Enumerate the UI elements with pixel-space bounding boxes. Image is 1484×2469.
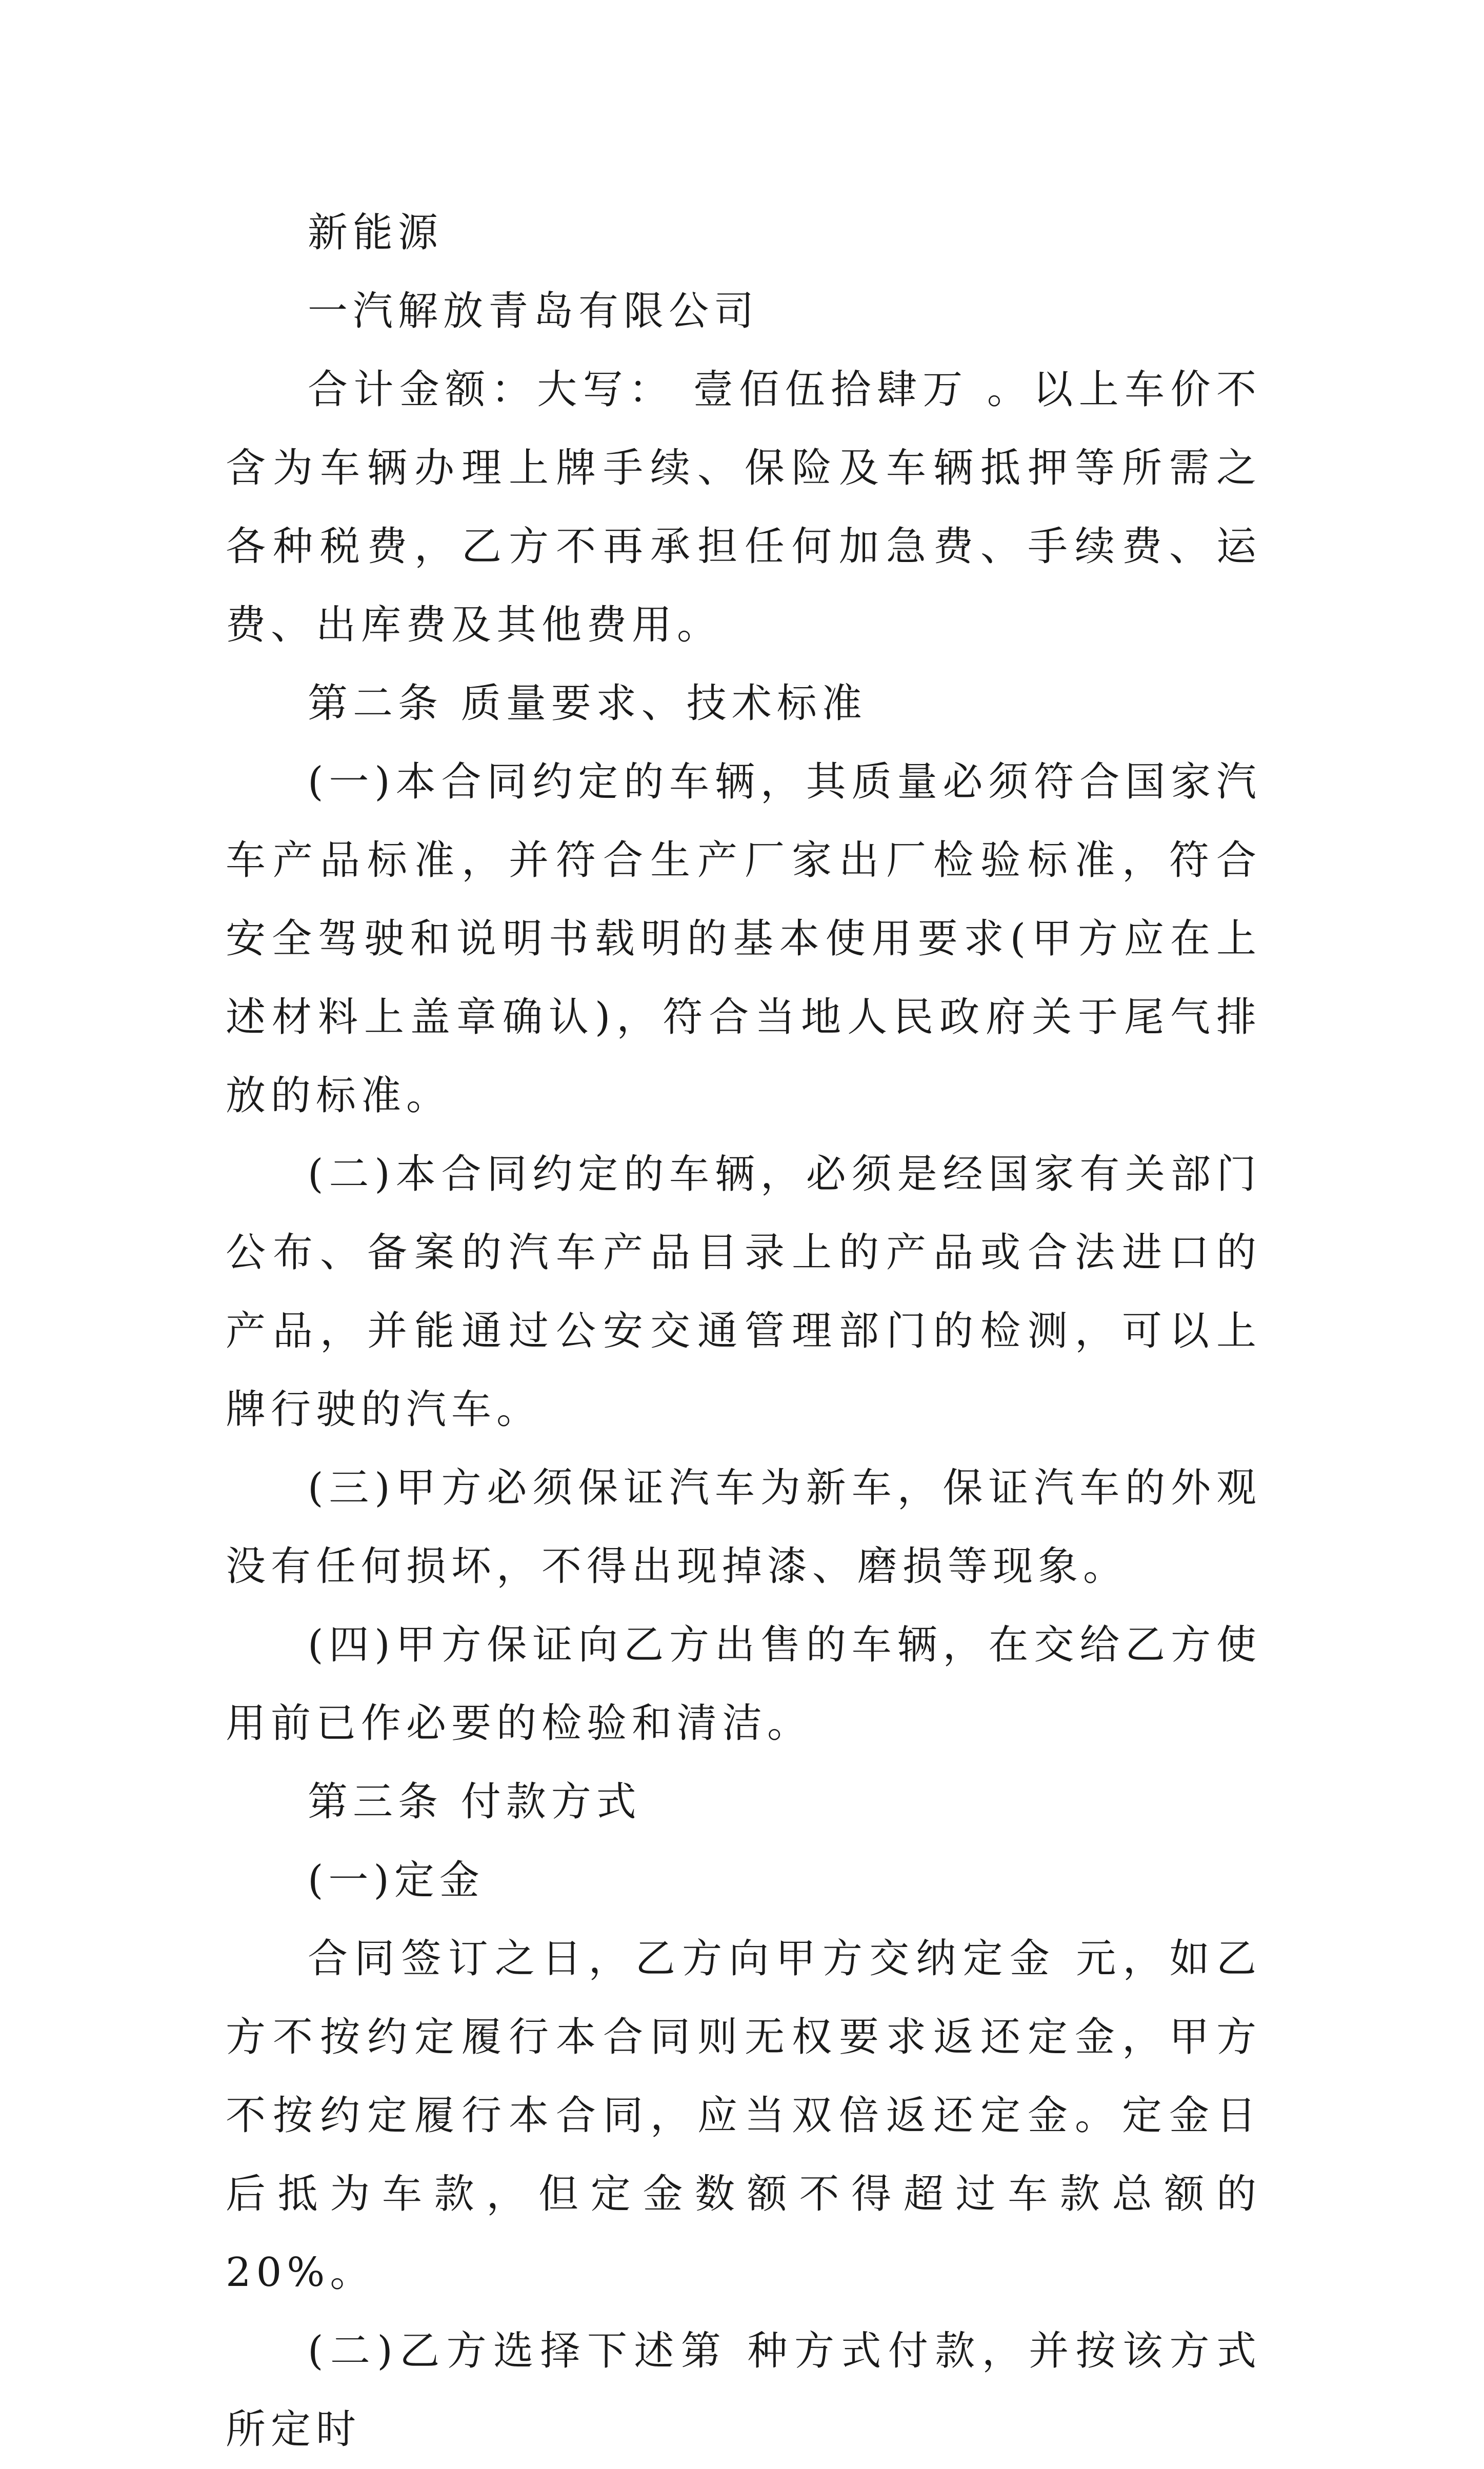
heading-article-3: 第三条 付款方式 xyxy=(308,1779,641,1825)
paragraph-new-energy: 新能源 xyxy=(308,210,444,256)
document-body xyxy=(226,194,1261,2469)
paragraph-deposit-terms: 合同签订之日，乙方向甲方交纳定金 元，如乙方不按约定履行本合同则无权要求返还定金，甲方不按约定履行本合同，应当双倍返还定金。定金日后抵为车款，但定金数额不得超过车款总额的20%。 xyxy=(226,1936,1261,2296)
paragraph-company-name: 一汽解放青岛有限公司 xyxy=(308,288,759,334)
paragraph-deposit-title: (一)定金 xyxy=(308,1857,485,1903)
paragraph-quality-1: (一)本合同约定的车辆，其质量必须符合国家汽车产品标准，并符合生产厂家出厂检验标准，符合安全驾驶和说明书载明的基本使用要求(甲方应在上述材料上盖章确认)，符合当地人民政府关于尾气排放的标准。 xyxy=(226,759,1261,1119)
paragraph-total-amount: 合计金额：大写： 壹佰伍拾肆万 。以上车价不含为车辆办理上牌手续、保险及车辆抵押等所需之各种税费，乙方不再承担任何加急费、手续费、运费、出库费及其他费用。 xyxy=(226,367,1261,648)
paragraph-quality-2: (二)本合同约定的车辆，必须是经国家有关部门公布、备案的汽车产品目录上的产品或合法进口的产品，并能通过公安交通管理部门的检测，可以上牌行驶的汽车。 xyxy=(226,1151,1261,1433)
paragraph-quality-3: (三)甲方必须保证汽车为新车，保证汽车的外观没有任何损坏，不得出现掉漆、磨损等现象。 xyxy=(226,1465,1261,1590)
paragraph-quality-4: (四)甲方保证向乙方出售的车辆，在交给乙方使用前已作必要的检验和清洁。 xyxy=(226,1622,1261,1747)
paragraph-payment-method: (二)乙方选择下述第 种方式付款，并按该方式所定时 xyxy=(226,2328,1261,2453)
heading-article-2: 第二条 质量要求、技术标准 xyxy=(308,680,867,727)
